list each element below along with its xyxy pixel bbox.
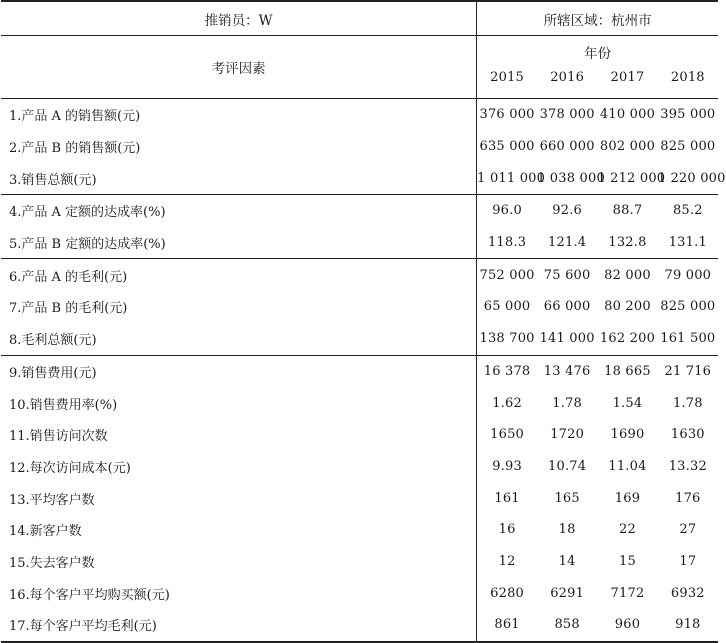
cell-2017: 1690	[610, 427, 645, 443]
cell-2016: 1720	[550, 427, 585, 443]
cell-2016: 13 476	[537, 355, 597, 387]
header-row-year-group	[1, 36, 718, 69]
table-row	[1, 162, 718, 194]
cell-2018: 918	[658, 609, 718, 642]
row-label: 16.每个客户平均购买额(元)	[9, 587, 170, 603]
cell-2018: 176	[675, 490, 701, 506]
table-row	[1, 355, 718, 387]
cell-2015: 376 000	[477, 99, 537, 131]
table-row	[1, 195, 718, 227]
cell-2018: 79 000	[658, 259, 718, 291]
cell-2018: 825 000	[660, 299, 716, 315]
cell-2017: 15	[619, 553, 636, 569]
row-label: 11.销售访问次数	[9, 429, 108, 445]
table-row	[1, 291, 718, 323]
cell-2015: 118.3	[477, 227, 537, 259]
cell-2015: 1650	[477, 419, 537, 451]
cell-2018: 6932	[670, 585, 705, 601]
table-row	[1, 259, 718, 291]
header-row-salesperson	[1, 1, 718, 36]
year-header-2018: 2018	[670, 70, 705, 85]
cell-2015: 16	[477, 514, 537, 546]
cell-2015: 9.93	[477, 451, 537, 483]
cell-2016: 1 038 000	[536, 170, 605, 186]
cell-2016: 75 600	[537, 259, 597, 291]
cell-2015: 138 700	[477, 323, 537, 355]
year-header-2015: 2015	[477, 68, 537, 99]
region-cell: 所辖区域：杭州市	[477, 1, 718, 36]
cell-2018: 825 000	[660, 139, 716, 155]
year-header-2017: 2017	[610, 70, 645, 85]
row-label: 1.产品 A 的销售额(元)	[1, 99, 477, 131]
cell-2017: 802 000	[599, 139, 656, 155]
cell-2016: 14	[558, 553, 576, 569]
cell-2015: 752 000	[477, 259, 537, 291]
row-label: 17.每个客户平均毛利(元)	[1, 609, 477, 642]
cell-2016: 141 000	[539, 331, 595, 347]
cell-2016: 858	[537, 609, 597, 642]
cell-2015: 12	[477, 546, 537, 578]
row-label: 15.失去客户数	[9, 555, 95, 571]
row-label: 5.产品 B 定额的达成率(%)	[9, 237, 166, 253]
cell-2017: 88.7	[597, 195, 657, 227]
table-row	[1, 131, 718, 163]
cell-2016: 18	[558, 522, 576, 538]
row-label: 9.销售费用(元)	[1, 355, 477, 387]
cell-2016: 121.4	[548, 235, 587, 251]
table-row	[1, 99, 718, 131]
cell-2017: 169	[614, 490, 641, 506]
cell-2016: 6291	[550, 585, 585, 601]
cell-2018: 1630	[670, 427, 705, 443]
cell-2017: 1.54	[612, 395, 643, 411]
table-row	[1, 546, 718, 578]
cell-2016: 378 000	[537, 99, 597, 131]
cell-2018: 1.78	[672, 395, 703, 411]
cell-2015: 861	[477, 609, 537, 642]
row-label: 12.每次访问成本(元)	[9, 460, 131, 476]
row-label: 2.产品 B 的销售额(元)	[9, 141, 141, 157]
cell-2017: 11.04	[608, 458, 647, 474]
cell-2016: 10.74	[548, 458, 587, 474]
year-header-2016: 2016	[550, 70, 585, 85]
cell-2017: 132.8	[608, 235, 647, 251]
cell-2016: 165	[554, 490, 580, 506]
table-row	[1, 227, 718, 259]
cell-2016: 92.6	[537, 195, 597, 227]
table-row	[1, 387, 718, 419]
row-label: 3.销售总额(元)	[9, 172, 97, 188]
cell-2017: 162 200	[599, 331, 656, 347]
cell-2015: 16 378	[477, 355, 537, 387]
table-row	[1, 482, 718, 514]
cell-2018: 1 220 000	[657, 170, 726, 186]
cell-2018: 13.32	[668, 458, 707, 474]
cell-2015: 161	[477, 482, 537, 514]
cell-2017: 410 000	[597, 99, 657, 131]
cell-2018: 85.2	[658, 195, 718, 227]
cell-2015: 1.62	[477, 387, 537, 419]
cell-2017: 82 000	[597, 259, 657, 291]
cell-2015: 65 000	[477, 291, 537, 323]
table-row	[1, 577, 718, 609]
row-label: 6.产品 A 的毛利(元)	[1, 259, 477, 291]
cell-2016: 660 000	[539, 139, 595, 155]
cell-2015: 635 000	[477, 131, 537, 163]
cell-2015: 1 011 000	[477, 162, 537, 194]
table-row	[1, 514, 718, 546]
table-row	[1, 323, 718, 355]
table-row	[1, 419, 718, 451]
cell-2018: 131.1	[668, 235, 707, 251]
cell-2017: 1 212 000	[597, 170, 666, 186]
row-label: 10.销售费用率(%)	[9, 397, 118, 413]
cell-2017: 7172	[610, 585, 645, 601]
cell-2017: 960	[597, 609, 657, 642]
cell-2016: 66 000	[543, 299, 591, 315]
cell-2018: 395 000	[658, 99, 718, 131]
table-row	[1, 609, 718, 642]
cell-2018: 21 716	[658, 355, 718, 387]
row-label: 7.产品 B 的毛利(元)	[9, 301, 128, 317]
cell-2018: 27	[679, 522, 697, 538]
cell-2017: 22	[619, 522, 636, 538]
factor-header-cell: 考评因素	[1, 36, 477, 99]
salesperson-evaluation-table	[1, 0, 726, 643]
row-label: 8.毛利总额(元)	[9, 333, 97, 349]
year-group-cell: 年份	[477, 36, 718, 69]
cell-2018: 17	[679, 553, 697, 569]
cell-2015: 6280	[477, 577, 537, 609]
cell-2018: 161 500	[660, 331, 716, 347]
cell-2017: 80 200	[604, 299, 651, 315]
salesperson-cell: 推销员：W	[1, 1, 477, 36]
cell-2015: 96.0	[477, 195, 537, 227]
row-label: 14.新客户数	[9, 524, 82, 540]
table-row	[1, 451, 718, 483]
cell-2016: 1.78	[552, 395, 583, 411]
row-label: 13.平均客户数	[9, 492, 95, 508]
cell-2017: 18 665	[597, 355, 657, 387]
row-label: 4.产品 A 定额的达成率(%)	[1, 195, 477, 227]
